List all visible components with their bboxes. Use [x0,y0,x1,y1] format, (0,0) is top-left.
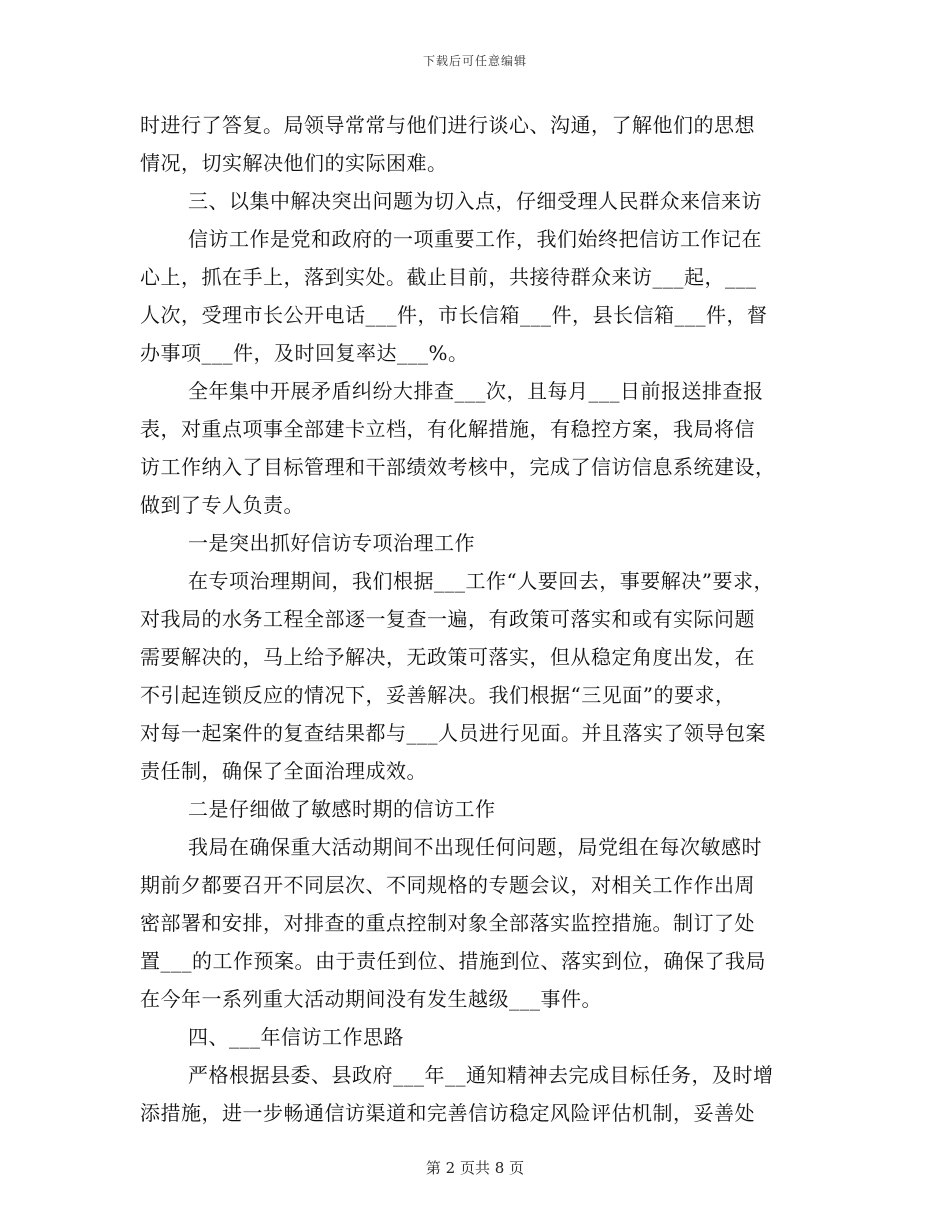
text-line: 在专项治理期间，我们根据___工作“人要回去，事要解决”要求， [188,569,774,593]
page-footer: 第 2 页共 8 页 [425,1159,525,1177]
text-line: 访工作纳入了目标管理和干部绩效考核中，完成了信访信息系统建设， [140,455,776,479]
text-line: 一是突出抓好信访专项治理工作 [188,531,475,555]
text-line: 全年集中开展矛盾纠纷大排查___次，且每月___日前报送排查报 [188,379,764,403]
text-line: 添措施，进一步畅通信访渠道和完善信访稳定风险评估机制，妥善处 [140,1101,755,1125]
text-line: 做到了专人负责。 [140,493,304,517]
text-line: 信访工作是党和政府的一项重要工作，我们始终把信访工作记在 [188,227,762,251]
text-line: 需要解决的，马上给予解决，无政策可落实，但从稳定角度出发，在 [140,645,755,669]
text-line: 三、以集中解决突出问题为切入点，仔细受理人民群众来信来访 [188,189,762,213]
text-line: 时进行了答复。局领导常常与他们进行谈心、沟通，了解他们的思想 [140,113,755,137]
text-line: 情况，切实解决他们的实际困难。 [140,151,448,175]
text-line: 办事项___件，及时回复率达___%。 [140,341,469,365]
text-line: 对我局的水务工程全部逐一复查一遍，有政策可落实和或有实际问题 [140,607,755,631]
page-header: 下载后可任意编辑 [422,54,527,68]
text-line: 人次，受理市长公开电话___件，市长信箱___件，县长信箱___件，督 [140,303,768,327]
text-line: 严格根据县委、县政府___年__通知精神去完成目标任务，及时增 [188,1063,774,1087]
text-line: 在今年一系列重大活动期间没有发生越级___事件。 [140,987,602,1011]
text-line: 密部署和安排，对排查的重点控制对象全部落实监控措施。制订了处 [140,911,755,935]
text-line: 不引起连锁反应的情况下，妥善解决。我们根据“三见面”的要求， [140,683,736,707]
text-line: 对每一起案件的复查结果都与___人员进行见面。并且落实了领导包案 [140,721,766,745]
text-line: 心上，抓在手上，落到实处。截止目前，共接待群众来访___起，___ [140,265,757,289]
text-line: 四、___年信访工作思路 [188,1025,404,1049]
text-line: 责任制，确保了全面治理成效。 [140,759,427,783]
text-line: 置___的工作预案。由于责任到位、措施到位、落实到位，确保了我局 [140,949,766,973]
text-line: 表，对重点项事全部建卡立档，有化解措施，有稳控方案，我局将信 [140,417,755,441]
text-line: 期前夕都要召开不同层次、不同规格的专题会议，对相关工作作出周 [140,873,755,897]
text-line: 我局在确保重大活动期间不出现任何问题，局党组在每次敏感时 [188,835,762,859]
text-line: 二是仔细做了敏感时期的信访工作 [188,797,496,821]
